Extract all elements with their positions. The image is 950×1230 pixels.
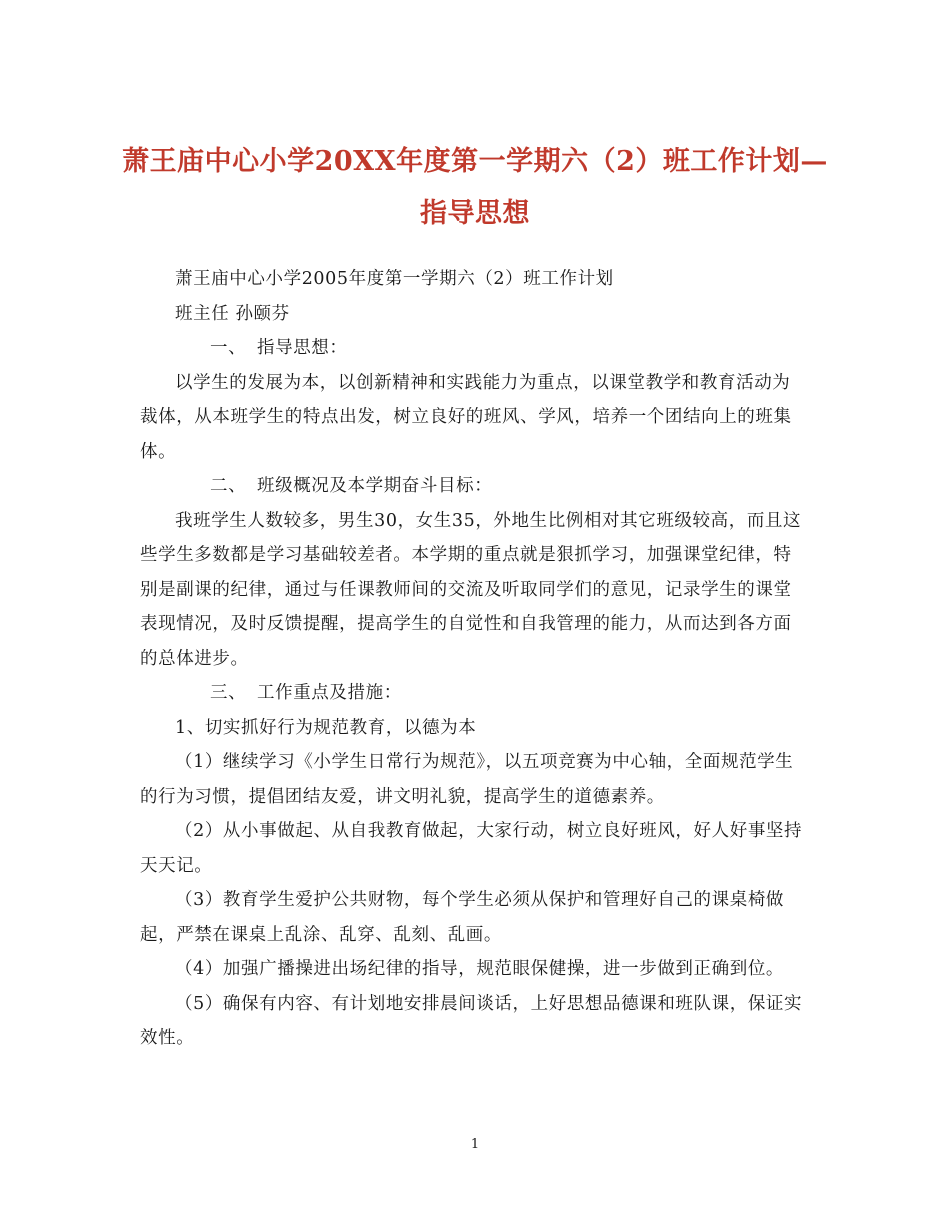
plan-subtitle: 萧王庙中心小学2005年度第一学期六（2）班工作计划 bbox=[175, 269, 614, 289]
list-subitem: （5）确保有内容、有计划地安排晨间谈话，上好思想品德课和班队课，保证实效性。 bbox=[140, 993, 803, 1048]
section-title: 工作重点及措施： bbox=[257, 683, 402, 703]
section-title: 班级概况及本学期奋斗目标： bbox=[257, 476, 493, 496]
section-heading-1 bbox=[140, 331, 805, 366]
section-number: 三、 bbox=[210, 683, 247, 703]
list-subitem: （2）从小事做起、从自我教育做起，大家行动，树立良好班风，好人好事坚持天天记。 bbox=[140, 821, 803, 876]
page-number: 1 bbox=[470, 1137, 480, 1152]
document-title: 萧王庙中心小学20XX年度第一学期六（2）班工作计划—指导思想 bbox=[122, 146, 828, 229]
list-subitem: （4）加强广播操进出场纪律的指导，规范眼保健操，进一步做到正确到位。 bbox=[175, 959, 785, 979]
teacher-line: 班主任 孙颐芬 bbox=[175, 303, 290, 324]
paragraph: 以学生的发展为本，以创新精神和实践能力为重点，以课堂教学和教育活动为裁体，从本班学生的特点出发，树立良好的班风、学风，培养一个团结向上的班集体。 bbox=[140, 372, 792, 462]
document-body bbox=[140, 262, 805, 1056]
list-subitem: （3）教育学生爱护公共财物，每个学生必须从保护和管理好自己的课桌椅做起，严禁在课桌上乱涂、乱穿、乱刻、乱画。 bbox=[140, 890, 785, 945]
section-heading-3 bbox=[140, 676, 805, 711]
section-heading-2 bbox=[140, 469, 805, 504]
list-item: 1、切实抓好行为规范教育，以德为本 bbox=[175, 717, 477, 738]
section-title: 指导思想： bbox=[257, 338, 348, 358]
list-subitem: （1）继续学习《小学生日常行为规范》，以五项竞赛为中心轴，全面规范学生的行为习惯，提倡团结友爱，讲文明礼貌，提高学生的道德素养。 bbox=[140, 752, 794, 807]
section-number: 一、 bbox=[210, 338, 247, 358]
paragraph: 我班学生人数较多，男生30，女生35，外地生比例相对其它班级较高，而且这些学生多数都是学习基础较差者。本学期的重点就是狠抓学习，加强课堂纪律，特别是副课的纪律，通过与任课教师间的交流及听取同学们的意见，记录学生的课堂表现情况，及时反馈提醒，提高学生的自觉性和自我管理的能力，从而达到各方面的总体进步。 bbox=[140, 510, 802, 669]
section-number: 二、 bbox=[210, 476, 247, 496]
